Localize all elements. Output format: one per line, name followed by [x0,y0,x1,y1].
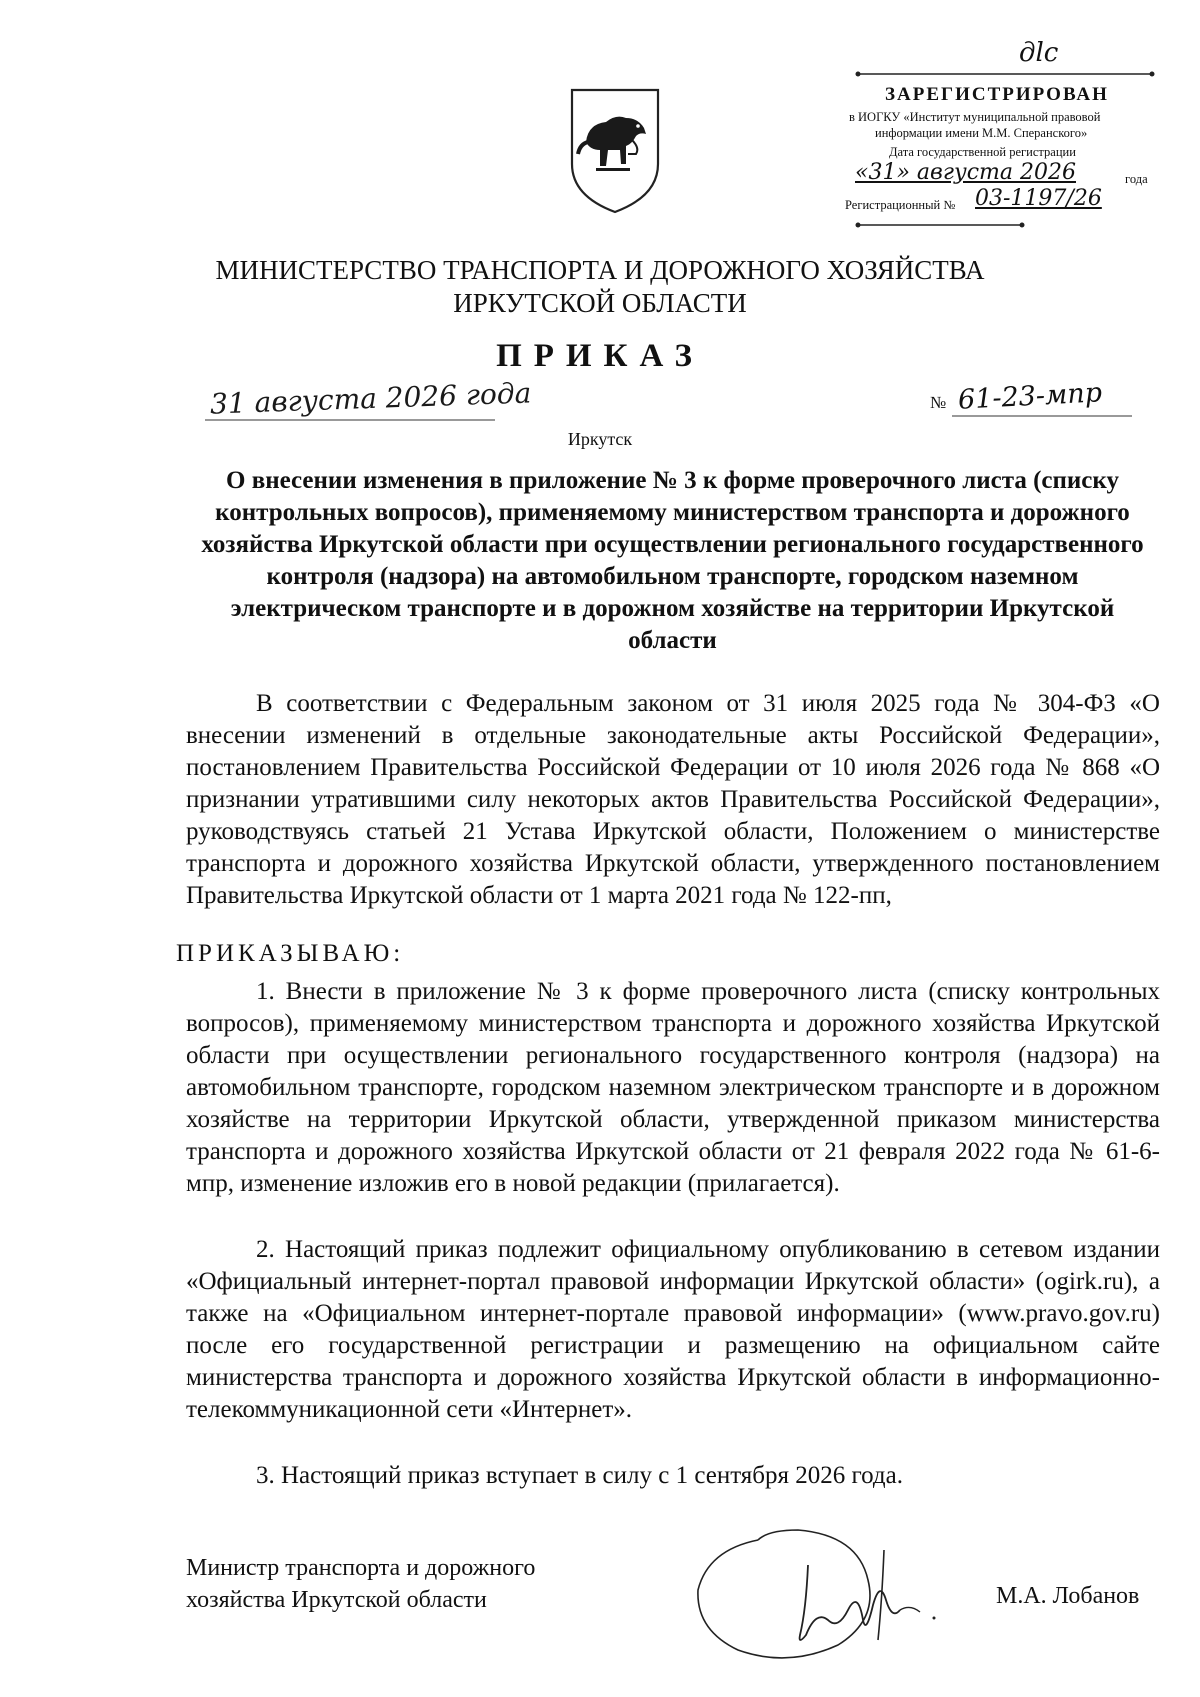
signer-name: М.А. Лобанов [996,1583,1140,1609]
order-title: ПРИКАЗ [496,338,704,374]
signer-position [186,1552,535,1616]
stamp-initials: дlс [1015,46,1062,61]
stamp-reg-number: 03-1197/26 [975,186,1102,211]
stamp-bottom-line [855,220,1025,230]
order-item-2: 2. Настоящий приказ подлежит официальному опубликованию в сетевом издании «Официальный интернет-портал правовой информации Иркутской области» (ogirk.ru), а также на «Официальном интернет-портале правовой информации» (www.pravo.gov.ru) после его государственной регистрации и размещению на официальном сайте министерства транспорта и дорожного хозяйства Иркутской области в информационно-телекоммуникационной сети «Интернет». [186,1236,1160,1423]
coat-of-arms-emblem [566,84,664,216]
order-item-1: 1. Внести в приложение № 3 к форме проверочного листа (списку контрольных вопросов), применяемому министерством транспорта и дорожного хозяйства Иркутской области при осуществлении регионального государственного контроля (надзора) на автомобильном транспорте, городском наземном электрическом транспорте и в дорожном хозяйстве на территории Иркутской области, утвержденной приказом министерства транспорта и дорожного хозяйства Иркутской области от 21 февраля 2022 года № 61-6-мпр, изменение изложив его в новой редакции (прилагается). [186,978,1160,1197]
order-item-3: 3. Настоящий приказ вступает в силу с 1 сентября 2026 года. [256,1462,903,1489]
stamp-reg-label: Регистрационный № [845,198,956,212]
order-date-handwritten: 31 августа 2026 года [209,376,532,421]
ministry-name-line-1: МИНИСТЕРСТВО ТРАНСПОРТА И ДОРОЖНОГО ХОЗЯЙСТВА [215,255,985,285]
number-underline [952,413,1132,419]
order-number-handwritten: 61-23-мпр [957,377,1103,416]
registration-stamp [845,38,1165,242]
handwritten-signature [688,1510,968,1670]
stamp-year-suffix: года [1125,172,1148,186]
stamp-top-line [855,52,1155,82]
signer-position-line-2: хозяйства Иркутской области [186,1587,487,1613]
stamp-date-label: Дата государственной регистрации [889,145,1076,159]
stamp-title: ЗАРЕГИСТРИРОВАН [885,84,1109,105]
order-directive-word: ПРИКАЗЫВАЮ: [176,940,405,967]
city-label: Иркутск [567,429,633,449]
order-subject: О внесении изменения в приложение № 3 к форме проверочного листа (списку контрольных вопросов), применяемому министерством транспорта и дорожного хозяйства Иркутской области при осуществлении регионального государственного контроля (надзора) на автомобильном транспорте, городском наземном электрическом транспорте и в дорожном хозяйстве на территории Иркутской области [201,467,1144,654]
preamble-paragraph: В соответствии с Федеральным законом от 31 июля 2025 года № 304-ФЗ «О внесении изменений в отдельные законодательные акты Российской Федерации», постановлением Правительства Российской Федерации от 10 июля 2026 года № 868 «О признании утратившими силу некоторых актов Правительства Российской Федерации», руководствуясь статьей 21 Устава Иркутской области, Положением о министерстве транспорта и дорожного хозяйства Иркутской области, утвержденного постановлением Правительства Иркутской области от 1 марта 2021 года № 122-пп, [186,690,1160,909]
ministry-name-line-2: ИРКУТСКОЙ ОБЛАСТИ [453,288,747,318]
stamp-institute-line-2: информации имени М.М. Сперанского» [875,126,1088,140]
stamp-registration-date: «31» августа 2026 [855,160,1076,185]
order-number-label: № [930,393,947,412]
signer-position-line-1: Министр транспорта и дорожного [186,1555,536,1581]
ministry-header [0,254,1200,320]
stamp-institute-line: в ИОГКУ «Институт муниципальной правовой [849,110,1101,124]
date-underline [205,417,495,423]
